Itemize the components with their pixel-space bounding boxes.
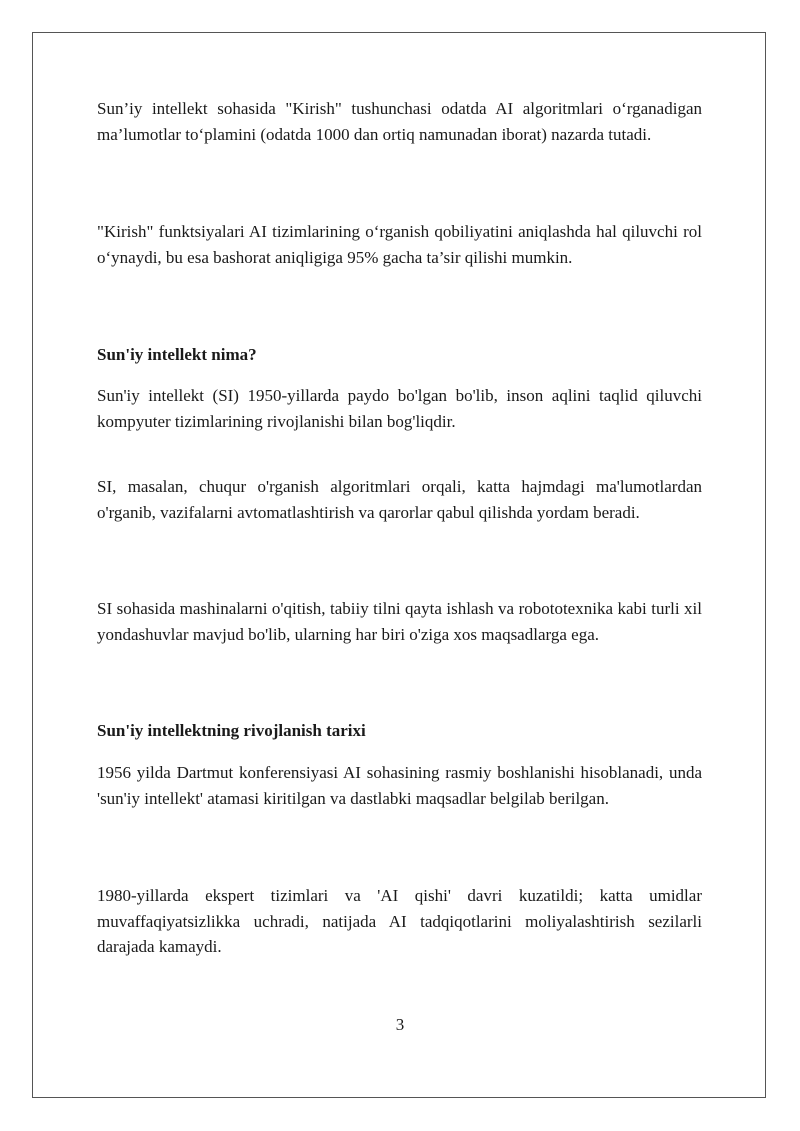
paragraph-ai-approaches: SI sohasida mashinalarni o'qitish, tabiiy tilni qayta ishlash va robototexnika kabi turli xil yondashuvlar mavjud bo'lib, ularning har biri o'ziga xos maqsadlarga ega. [97,599,702,644]
heading-ai-history: Sun'iy intellektning rivojlanish tarixi [97,721,366,740]
paragraph-kirish-functions: "Kirish" funktsiyalari AI tizimlarining o‘rganish qobiliyatini aniqlashda hal qiluvchi rol o‘ynaydi, bu esa bashorat aniqligiga 95% gacha ta’sir qilishi mumkin. [97,222,702,267]
paragraph-ai-learning: SI, masalan, chuqur o'rganish algoritmlari orqali, katta hajmdagi ma'lumotlardan o'rganib, vazifalarni avtomatlashtirish va qarorlar qabul qilishda yordam beradi. [97,477,702,522]
page-number: 3 [395,1015,405,1034]
paragraph-kirish-definition: Sun’iy intellekt sohasida "Kirish" tushunchasi odatda AI algoritmlari o‘rganadigan ma’lumotlar to‘plamini (odatda 1000 dan ortiq namunadan iborat) nazarda tutadi. [97,99,702,144]
heading-what-is-ai: Sun'iy intellekt nima? [97,345,257,364]
paragraph-dartmouth-conference: 1956 yilda Dartmut konferensiyasi AI sohasining rasmiy boshlanishi hisoblanadi, unda 'sun'iy intellekt' atamasi kiritilgan va dastlabki maqsadlar belgilab berilgan. [97,763,702,808]
paragraph-ai-origin: Sun'iy intellekt (SI) 1950-yillarda paydo bo'lgan bo'lib, inson aqlini taqlid qiluvchi kompyuter tizimlarining rivojlanishi bilan bog'liqdir. [97,386,702,431]
paragraph-ai-winter: 1980-yillarda ekspert tizimlari va 'AI qishi' davri kuzatildi; katta umidlar muvaffaqiyatsizlikka uchradi, natijada AI tadqiqotlarini moliyalashtirish sezilarli darajada kamaydi. [97,886,702,956]
